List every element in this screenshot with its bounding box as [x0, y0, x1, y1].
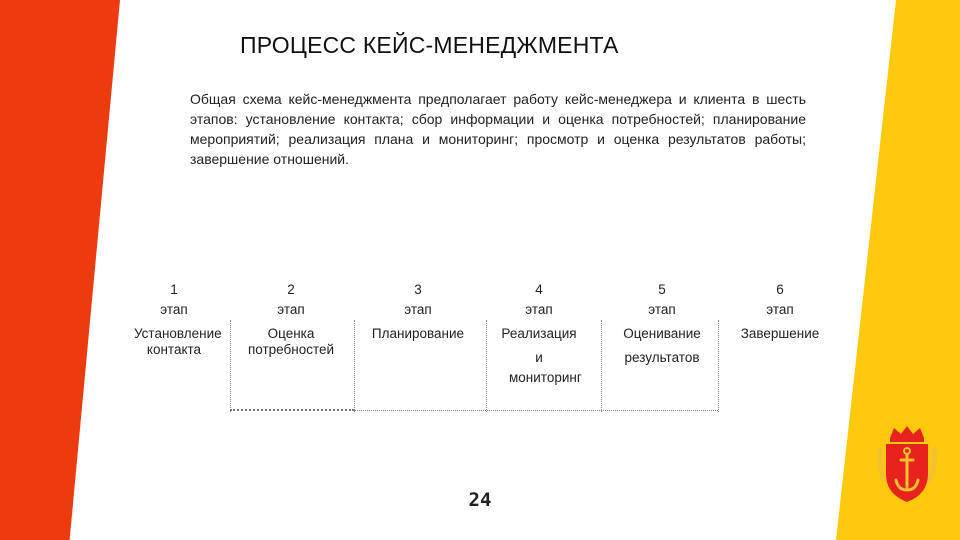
baseline-strong: [230, 409, 354, 411]
stage-name: Завершение: [740, 326, 820, 341]
stage-number: 2: [287, 282, 295, 297]
stage-3: [362, 282, 474, 342]
stage-name: Установление контакта: [134, 326, 222, 357]
stage-number: 5: [658, 282, 666, 297]
stage-unit: этап: [525, 302, 553, 317]
separator-line: [230, 320, 231, 412]
stage-unit: этап: [404, 302, 432, 317]
stage-name-extra: и мониторинг: [509, 350, 582, 385]
stage-5: [606, 282, 718, 366]
stage-name: Планирование: [371, 326, 465, 341]
stage-unit: этап: [648, 302, 676, 317]
stage-name: Реализация: [501, 326, 577, 341]
stage-2: [235, 282, 347, 358]
stage-unit: этап: [277, 302, 305, 317]
intro-paragraph: Общая схема кейс-менеджмента предполагает работу кейс-менеджера и клиента в шесть этапов: установление контакта; сбор информации и оценка потребностей; планирование мероприятий; реализация плана и мониторинг; просмотр и оценка результатов работы; завершение отношений.: [190, 91, 806, 167]
stage-number: 1: [170, 282, 178, 297]
stage-unit: этап: [766, 302, 794, 317]
separator-line: [354, 320, 355, 412]
stage-name: Оценка потребностей: [247, 326, 335, 357]
stage-number: 4: [535, 282, 543, 297]
slide-title: ПРОЦЕСС КЕЙС-МЕНЕДЖМЕНТА: [240, 32, 619, 58]
separator-line: [486, 320, 487, 412]
page-number: 24: [468, 489, 492, 511]
separator-line: [718, 320, 719, 412]
coat-of-arms-icon: [874, 424, 940, 504]
stage-number: 3: [414, 282, 422, 297]
separator-line: [601, 320, 602, 412]
baseline: [354, 410, 718, 411]
stage-unit: этап: [160, 302, 188, 317]
stage-number: 6: [776, 282, 784, 297]
left-red-band: [0, 0, 120, 540]
stage-1: [118, 282, 230, 358]
stage-4: [483, 282, 595, 388]
stage-6: [724, 282, 836, 342]
stage-name: Оценивание: [623, 326, 701, 341]
stage-name-extra: результатов: [624, 350, 700, 365]
